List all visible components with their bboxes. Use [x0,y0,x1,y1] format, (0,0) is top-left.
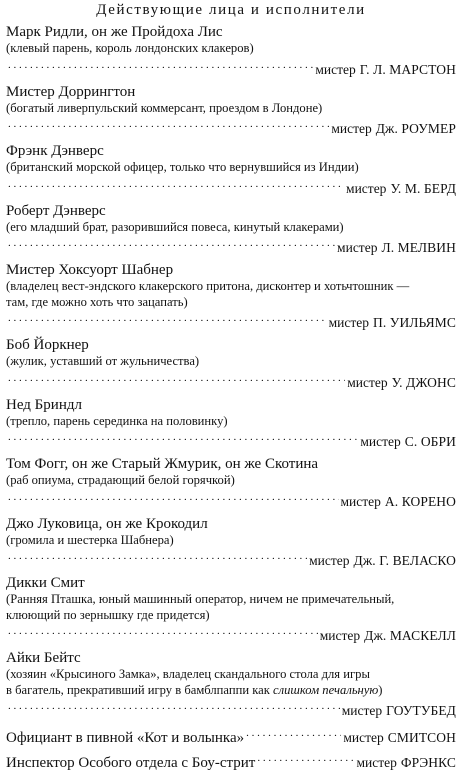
dot-leader [8,548,307,565]
role-description-end: ) [378,682,383,697]
actor-name: А. КОРЕНО [384,493,456,509]
page-title: Действующие лица и исполнители [96,2,366,18]
dot-leader [257,750,354,767]
cast-entry [6,262,456,332]
actor-credit [329,314,456,332]
actor-line [6,548,456,570]
role-name: Том Фогг, он же Старый Жмурик, он же Скотина [6,456,319,472]
role-name: Марк Ридли, он же Пройдоха Лис [6,24,223,40]
role-description-italic: слишком печальную [273,682,379,697]
actor-name: Дж. МАСКЕЛЛ [364,628,456,643]
actor-line [6,750,456,772]
cast-entry [6,84,456,139]
cast-entry [6,650,456,720]
dot-leader [8,57,313,74]
actor-line [6,725,456,747]
actor-name: ГОУТУБЕД [386,703,456,718]
mister-label: мистер [319,628,361,643]
role-name: Фрэнк Дэнверс [6,143,104,159]
actor-credit [360,433,456,451]
role-name: Мистер Хоксуорт Шабнер [6,262,174,278]
actor-credit [342,702,456,720]
cast-entry [6,516,456,571]
actor-credit [331,120,456,138]
actor-line [6,370,456,392]
mister-label: мистер [315,61,356,77]
cast-entry [6,575,456,645]
actor-line [6,57,456,79]
role-description [6,667,456,698]
mister-label: мистер [331,121,372,136]
role-name: Айки Бейтс [6,650,81,666]
dot-leader [8,370,345,387]
dot-leader [8,698,340,715]
actor-line [6,698,456,720]
role-description-text: (хозяин «Крысиного Замка», владелец скандального стола для игры в багатель, прекративший игру в бамблпаппи как [6,667,370,697]
role-description: (клевый парень, король лондонских клакеров) [6,41,254,55]
role-description: (британский морской офицер, только что вернувшийся из Индии) [6,160,359,174]
role-description: (жулик, уставший от жульничества) [6,354,200,368]
actor-credit [309,552,456,570]
actor-line [6,489,456,511]
role-description: (громила и шестерка Шабнера) [6,532,174,547]
dot-leader [8,116,329,133]
actor-name: У. М. БЕРД [390,180,456,196]
actor-name: П. УИЛЬЯМС [372,315,456,330]
actor-name: Дж. Г. ВЕЛАСКО [353,553,456,568]
actor-line [6,310,456,332]
role-description [6,279,456,310]
role-name: Джо Луковица, он же Крокодил [6,515,208,532]
actor-line [6,235,456,257]
cast-entry [6,750,456,772]
dot-leader [8,176,344,193]
dot-leader [246,725,341,742]
actor-credit [341,493,456,511]
role-name: Мистер Доррингтон [6,83,136,100]
mister-label: мистер [328,315,369,330]
cast-entry [6,24,456,79]
cast-entry [6,397,456,452]
actor-credit [315,61,456,79]
actor-line [6,429,456,451]
role-name: Нед Бриндл [6,396,82,413]
actor-credit [346,180,456,198]
actor-credit [343,729,456,747]
cast-entry [6,203,456,258]
actor-credit [320,627,456,645]
role-description-text: (Ранняя Пташка, юный машинный оператор, ничем не примечательный, клюющий по зернышку где придется) [6,592,395,622]
dot-leader [8,489,339,506]
role-name: Инспектор Особого отдела с Боу-стрит [6,755,256,771]
role-description [6,592,456,623]
mister-label: мистер [360,434,401,449]
role-name: Боб Йоркнер [6,337,89,353]
mister-label: мистер [356,755,397,770]
actor-credit [337,239,456,257]
dot-leader [8,235,335,252]
cast-entry [6,725,456,747]
actor-credit [347,374,456,392]
mister-label: мистер [343,730,384,745]
mister-label: мистер [341,703,383,718]
actor-name: У. ДЖОНС [391,374,456,390]
dot-leader [8,429,358,446]
actor-name: СМИТСОН [387,730,456,745]
role-description: (раб опиума, страдающий белой горячкой) [6,473,235,487]
actor-name: Л. МЕЛВИН [381,240,456,255]
mister-label: мистер [347,374,388,390]
role-name: Дикки Смит [6,575,85,591]
role-description-text: (владелец вест-эндского клакерского притона, дисконтер и хотьчтошник — там, где можно хоть что зацапать) [6,279,410,309]
cast-entry [6,143,456,198]
actor-line [6,116,456,138]
actor-line [6,623,456,645]
actor-credit [356,754,456,772]
role-name: Официант в пивной «Кот и волынка» [6,730,245,746]
actor-name: С. ОБРИ [404,434,456,449]
mister-label: мистер [337,240,378,255]
actor-name: Г. Л. МАРСТОН [359,61,456,77]
actor-line [6,176,456,198]
cast-entry [6,337,456,392]
actor-name: Дж. РОУМЕР [375,121,456,136]
mister-label: мистер [340,493,381,509]
mister-label: мистер [309,553,350,568]
mister-label: мистер [346,180,387,196]
dot-leader [8,310,327,327]
role-description: (богатый ливерпульский коммерсант, проездом в Лондоне) [6,100,323,115]
dot-leader [8,623,318,640]
role-description: (его младший брат, разорившийся повеса, кинутый клакерами) [6,219,344,234]
role-name: Роберт Дэнверс [6,202,106,219]
role-description: (трепло, парень серединка на половинку) [6,413,228,428]
cast-entry [6,456,456,511]
actor-name: ФРЭНКС [400,755,456,770]
cast-list [6,24,456,772]
